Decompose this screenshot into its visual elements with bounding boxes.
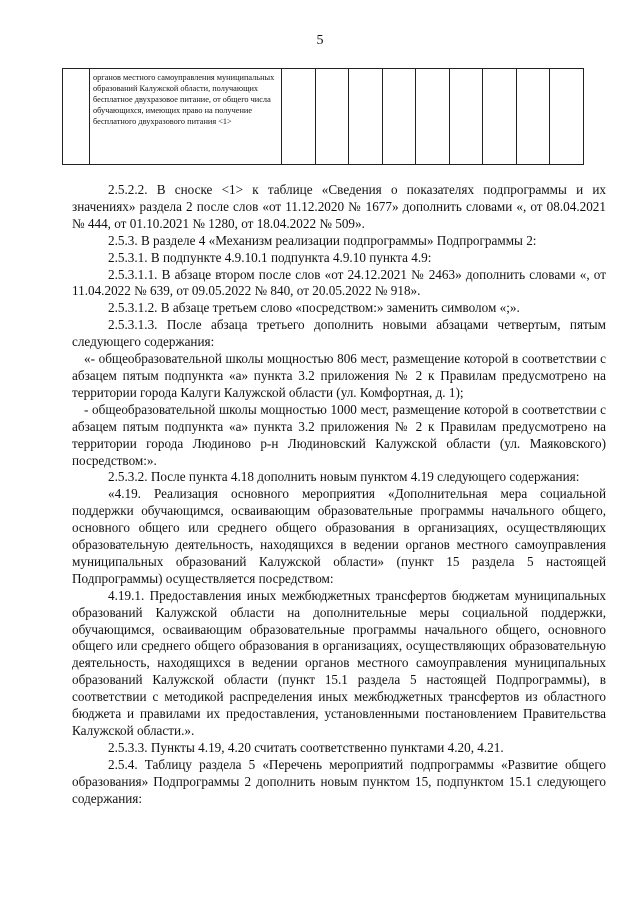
table-cell-value [416,69,450,165]
paragraph: 2.5.3. В разделе 4 «Механизм реализации подпрограммы» Подпрограммы 2: [108,232,537,248]
indicator-table [62,68,584,165]
paragraph: «4.19. Реализация основного мероприятия «Дополнительная мера социальной поддержки обучающимся, осваивающим образовательные программы начального общего, основного общего или среднего общего образования в организациях, осуществляющих образовательную деятельность, находящихся в ведении органов местного самоуправления муниципальных образований Калужской области» (пункт 15 раздела 5 настоящей Подпрограммы) осуществляется посредством: [72,486,606,586]
table-cell-value [349,69,383,165]
table-cell-value [315,69,349,165]
table-cell-value [516,69,550,165]
paragraph: 2.5.2.2. В сноске <1> к таблице «Сведения о показателях подпрограммы и их значениях» раздела 2 после слов «от 11.12.2020 № 1677» дополнить словами «, от 08.04.2021 № 444, от 01.10.2021 № 1280, от 18.04.2022 № 509». [72,182,606,231]
table-cell-value [483,69,517,165]
paragraph: 2.5.3.1.2. В абзаце третьем слово «посредством:» заменить символом «;». [108,300,520,316]
paragraph: 2.5.4. Таблицу раздела 5 «Перечень мероприятий подпрограммы «Развитие общего образования» Подпрограммы 2 дополнить новым пунктом 15, подпунктом 15.1 следующего содержания: [72,756,606,806]
table-cell-value [449,69,483,165]
table-cell-value [282,69,316,165]
paragraph: 2.5.3.1.3. После абзаца третьего дополнить новыми абзацами четвертым, пятым следующего содержания: [72,317,606,350]
paragraph: 2.5.3.1. В подпункте 4.9.10.1 подпункта 4.9.10 пункта 4.9: [108,249,432,265]
table-cell-value [550,69,584,165]
table-cell-value [382,69,416,165]
paragraph: - общеобразовательной школы мощностью 1000 мест, размещение которой в соответствии с абзацем пятым подпункта «а» пункта 3.2 приложения № 2 к Правилам предусмотрено на территории города Людиново р-н Людиновский Калужской области (ул. Маяковского) посредством:». [72,401,606,468]
paragraph: 2.5.3.1.1. В абзаце втором после слов «от 24.12.2021 № 2463» дополнить словами «, от 11.04.2022 № 639, от 09.05.2022 № 840, от 20.05.2022 № 918». [72,266,606,299]
document-body [72,182,606,808]
table-row [63,69,584,165]
paragraph: «- общеобразовательной школы мощностью 806 мест, размещение которой в соответствии с абзацем пятым подпункта «а» пункта 3.2 приложения № 2 к Правилам предусмотрено на территории города Калуги Калужской области (ул. Комфортная, д. 1); [72,351,606,400]
table-cell-indicator: органов местного самоуправления муниципальных образований Калужской области, получающих бесплатное двухразовое питание, от общего числа обучающихся, имеющих право на получение бесплатного двухразового питания <1> [90,69,282,165]
paragraph: 2.5.3.2. После пункта 4.18 дополнить новым пунктом 4.19 следующего содержания: [108,469,580,485]
paragraph: 2.5.3.3. Пункты 4.19, 4.20 считать соответственно пунктами 4.20, 4.21. [108,739,504,755]
table-cell-number [63,69,90,165]
page-number: 5 [316,33,324,48]
paragraph: 4.19.1. Предоставления иных межбюджетных трансфертов бюджетам муниципальных образований Калужской области на дополнительные меры социальной поддержки, обучающимся, осваивающим образовательные программы начального общего, основного общего или среднего общего образования в организациях, осуществляющих образовательную деятельность, находящихся в ведении органов местного самоуправления муниципальных образований Калужской области (пункт 15.1 раздела 5 настоящей Подпрограммы), в соответствии с методикой распределения иных межбюджетных трансфертов из областного бюджета и правилами их предоставления, установленными постановлением Правительства Калужской области.». [72,587,606,738]
